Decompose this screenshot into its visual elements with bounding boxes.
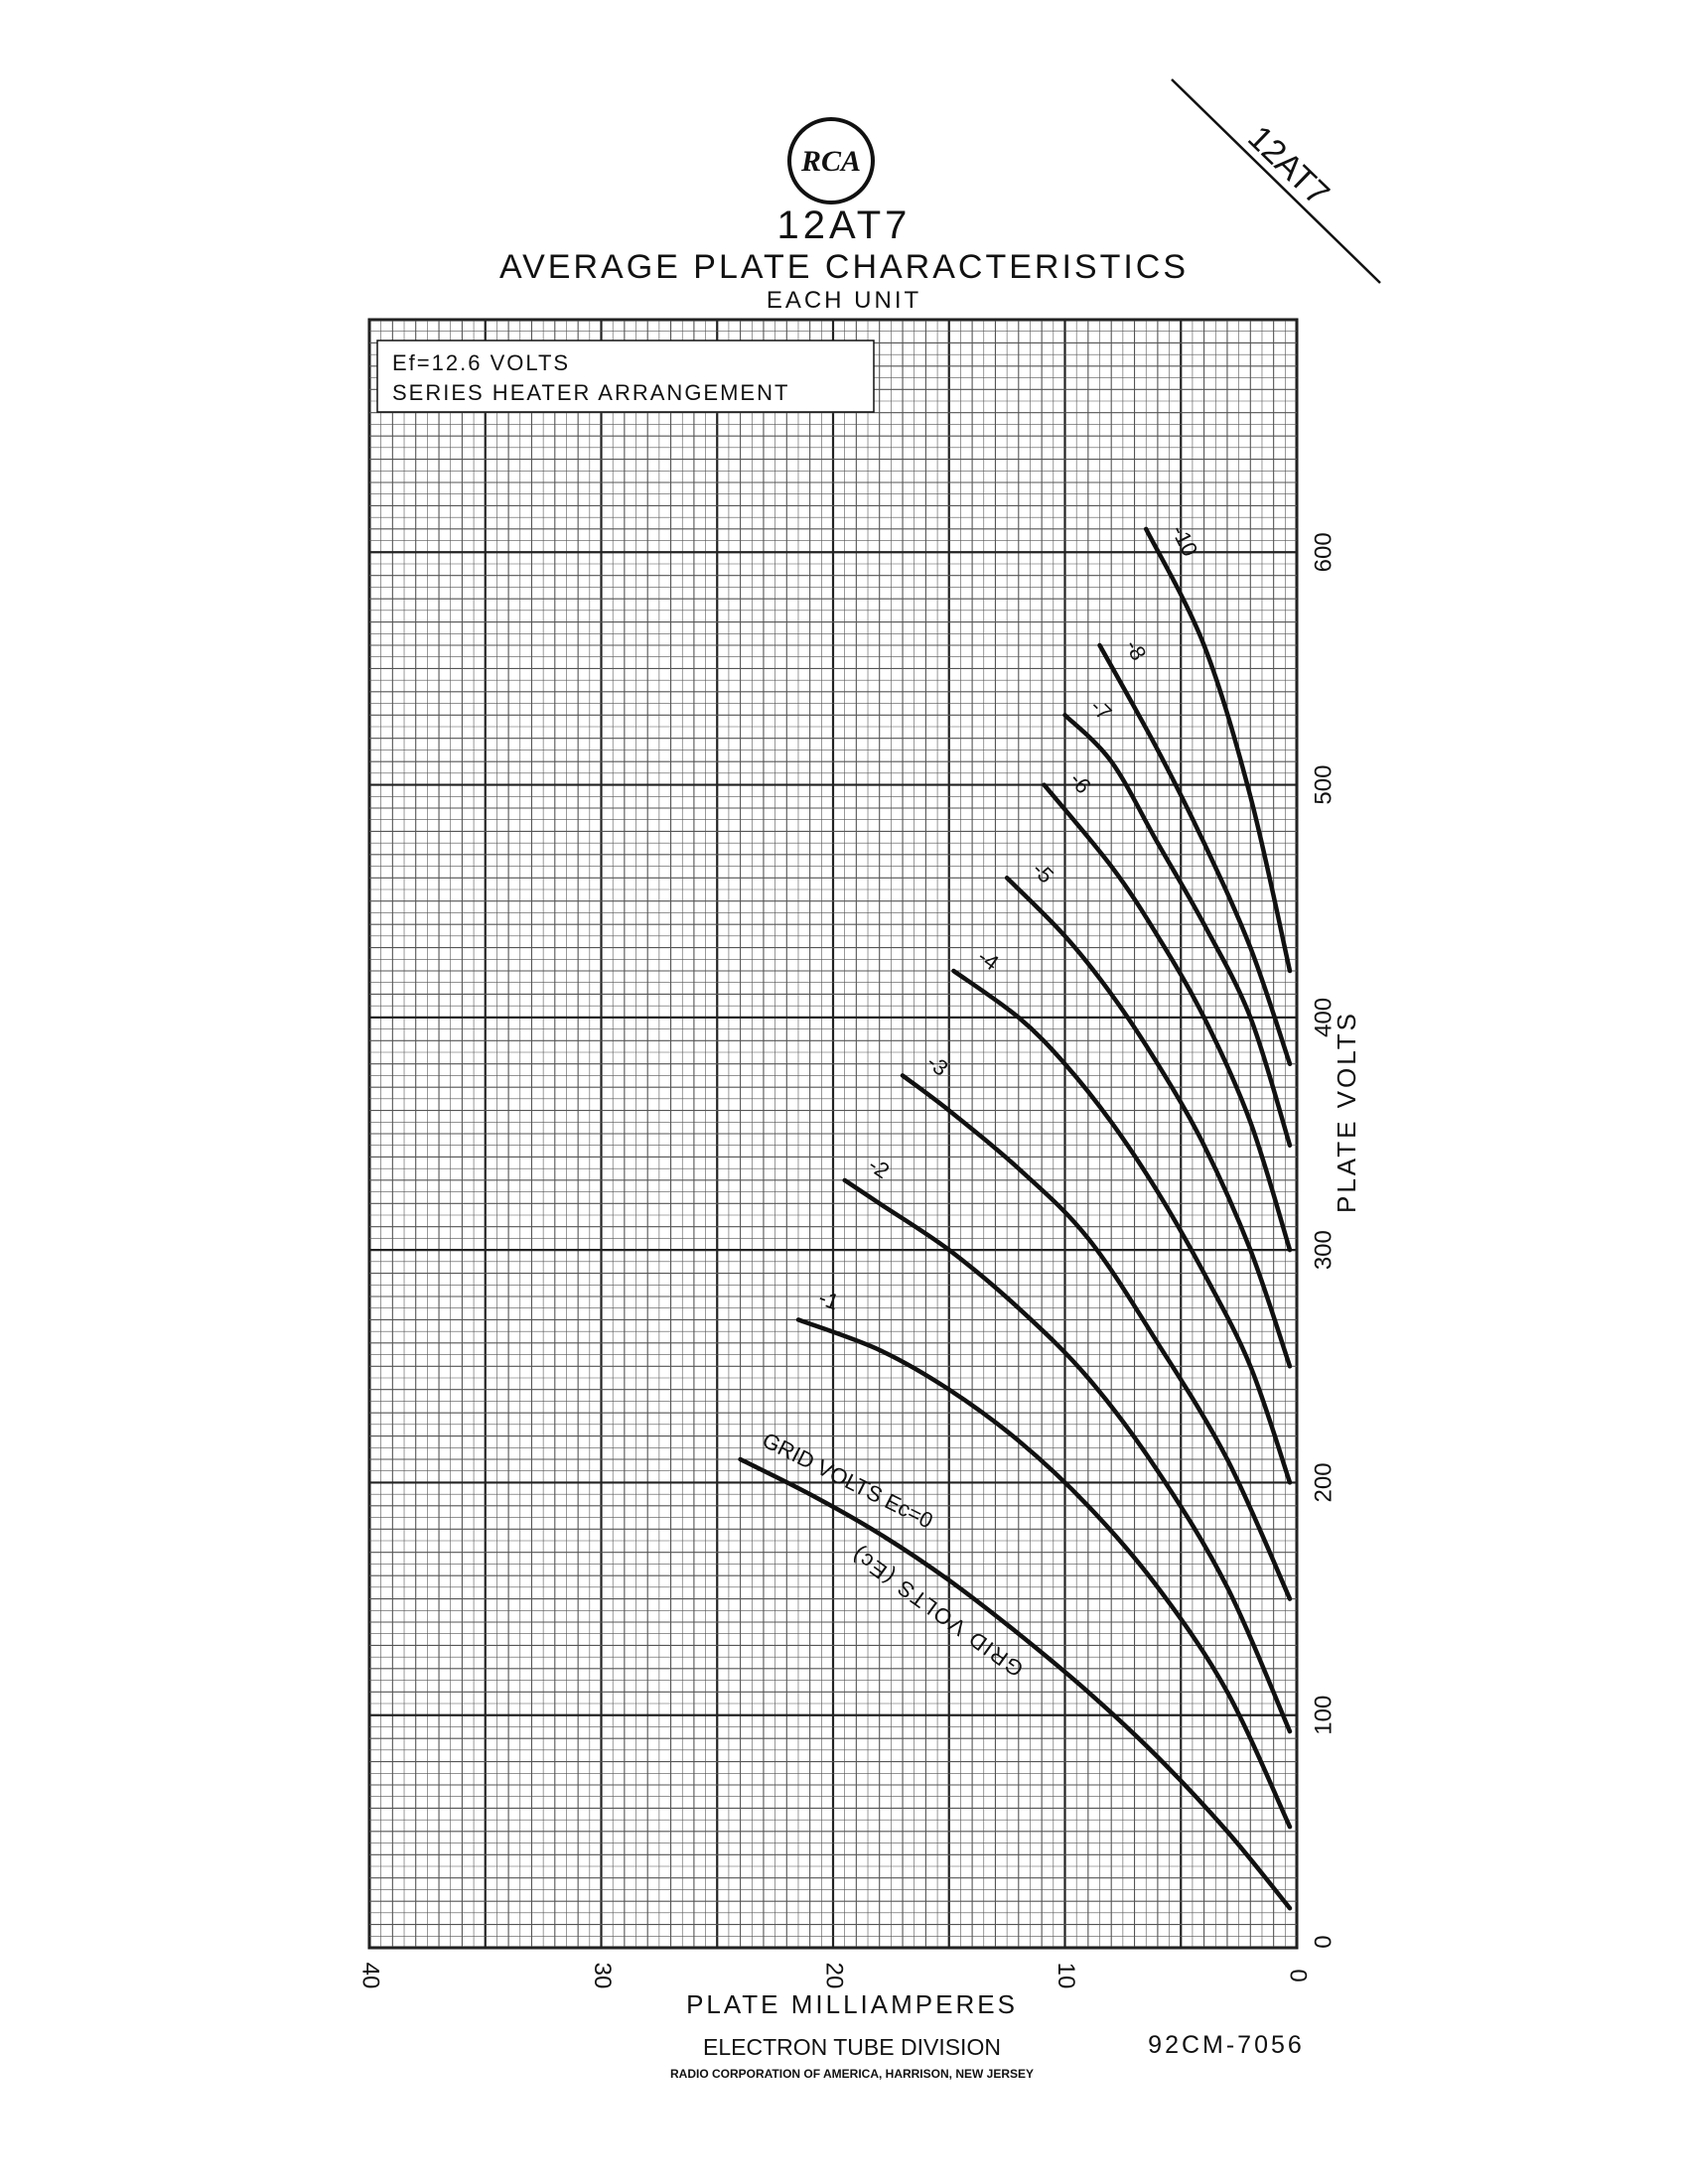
conditions-heater-arrangement: SERIES HEATER ARRANGEMENT: [392, 380, 790, 405]
x-tick-label: 0: [1284, 1969, 1312, 1982]
rca-logo: [789, 119, 873, 203]
x-axis-ticks: [357, 1963, 1312, 1989]
y-axis-ticks: [1310, 532, 1336, 1948]
chart-title: AVERAGE PLATE CHARACTERISTICS: [498, 248, 1190, 286]
y-tick-label: 500: [1310, 764, 1337, 805]
graph-grid: [369, 320, 1297, 1948]
y-tick-label: 600: [1310, 532, 1337, 573]
curve-label-0: GRID VOLTS Ec=0: [758, 1427, 937, 1534]
x-tick-label: 40: [356, 1962, 384, 1989]
corner-tag-text: 12AT7: [1240, 118, 1336, 213]
y-tick-label: 100: [1310, 1695, 1337, 1735]
curve-label-minus-2: -2: [864, 1152, 895, 1184]
x-tick-label: 20: [820, 1962, 848, 1989]
corner-tag: [1172, 79, 1380, 283]
curve-label-minus-6: -6: [1064, 767, 1096, 799]
y-tick-label: 0: [1310, 1935, 1337, 1949]
x-axis-title: PLATE MILLIAMPERES: [686, 1989, 1018, 2019]
rca-logo-text: RCA: [800, 145, 862, 178]
conditions-heater-voltage: Ef=12.6 VOLTS: [392, 350, 571, 375]
footer-division: ELECTRON TUBE DIVISION: [703, 2034, 1001, 2060]
chart-subtitle: EACH UNIT: [766, 287, 922, 314]
tube-type-heading: 12AT7: [776, 204, 912, 247]
curve-label-minus-8: -8: [1120, 635, 1152, 665]
curve-label-minus-7: -7: [1085, 694, 1117, 726]
curve-label-minus-5: -5: [1027, 857, 1059, 888]
y-tick-label: 400: [1310, 997, 1337, 1037]
y-axis-title: PLATE VOLTS: [1332, 1011, 1361, 1213]
conditions-box: [377, 341, 874, 412]
curve-label-minus-4: -4: [973, 943, 1004, 976]
y-tick-label: 200: [1310, 1462, 1337, 1503]
x-tick-label: 30: [589, 1962, 617, 1989]
curve-label-minus-10: -10: [1166, 520, 1203, 561]
curve-label-minus-1: -1: [815, 1285, 843, 1315]
drawing-number: 92CM-7056: [1148, 2031, 1305, 2059]
curve-label-minus-3: -3: [921, 1049, 953, 1081]
footer-company: RADIO CORPORATION OF AMERICA, HARRISON, NEW JERSEY: [669, 2067, 1035, 2081]
x-tick-label: 10: [1053, 1962, 1080, 1989]
y-tick-label: 300: [1310, 1230, 1337, 1271]
legend-title: GRID VOLTS (Ec): [845, 1541, 1029, 1683]
corner-tag-rule: [1172, 79, 1380, 283]
